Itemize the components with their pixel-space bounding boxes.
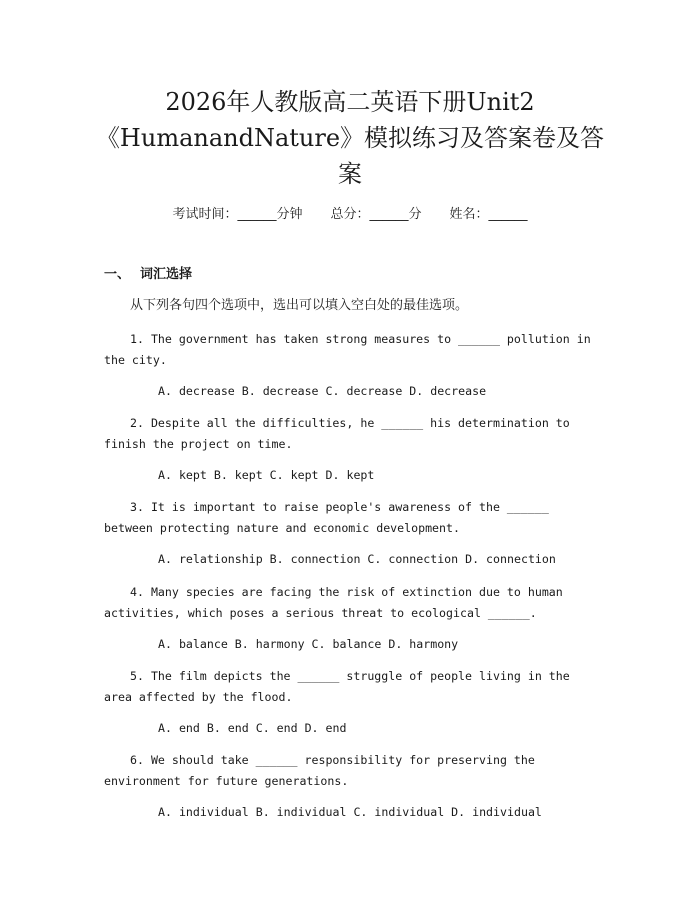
section-heading — [104, 266, 192, 284]
question-5-options: A. end B. end C. end D. end — [158, 721, 347, 735]
section-instruction: 从下列各句四个选项中，选出可以填入空白处的最佳选项。 — [130, 298, 469, 313]
title-line-2: 《HumanandNature》模拟练习及答案卷及答 — [95, 124, 605, 152]
section-number: 一、 — [104, 267, 131, 282]
question-4-options: A. balance B. harmony C. balance D. harmony — [158, 637, 459, 651]
question-3-options: A. relationship B. connection C. connection D. connection — [158, 552, 556, 566]
exam-time-field: 考试时间：______分钟 — [172, 207, 303, 222]
student-name-field: 姓名：______ — [449, 207, 528, 222]
exam-info-line — [0, 206, 700, 224]
total-score-field: 总分：______分 — [330, 207, 422, 222]
document-title — [70, 84, 630, 192]
question-3-stem: 3. It is important to raise people's awareness of the ______ between protecting nature and economic development. — [104, 500, 549, 535]
question-2-stem: 2. Despite all the difficulties, he ______ his determination to finish the project on time. — [104, 416, 570, 451]
title-line-3: 案 — [338, 160, 362, 188]
section-title: 词汇选择 — [140, 267, 193, 282]
question-6-options: A. individual B. individual C. individual D. individual — [158, 805, 542, 819]
question-5-stem: 5. The film depicts the ______ struggle of people living in the area affected by the flood. — [104, 669, 570, 704]
question-6-stem: 6. We should take ______ responsibility for preserving the environment for future generations. — [104, 753, 535, 788]
question-4-stem: 4. Many species are facing the risk of extinction due to human activities, which poses a serious threat to ecological ______. — [104, 585, 563, 620]
question-2-options: A. kept B. kept C. kept D. kept — [158, 468, 375, 482]
question-1-options: A. decrease B. decrease C. decrease D. decrease — [158, 384, 487, 398]
question-1-stem: 1. The government has taken strong measures to ______ pollution in the city. — [104, 332, 591, 367]
title-line-1: 2026年人教版高二英语下册Unit2 — [165, 88, 535, 116]
